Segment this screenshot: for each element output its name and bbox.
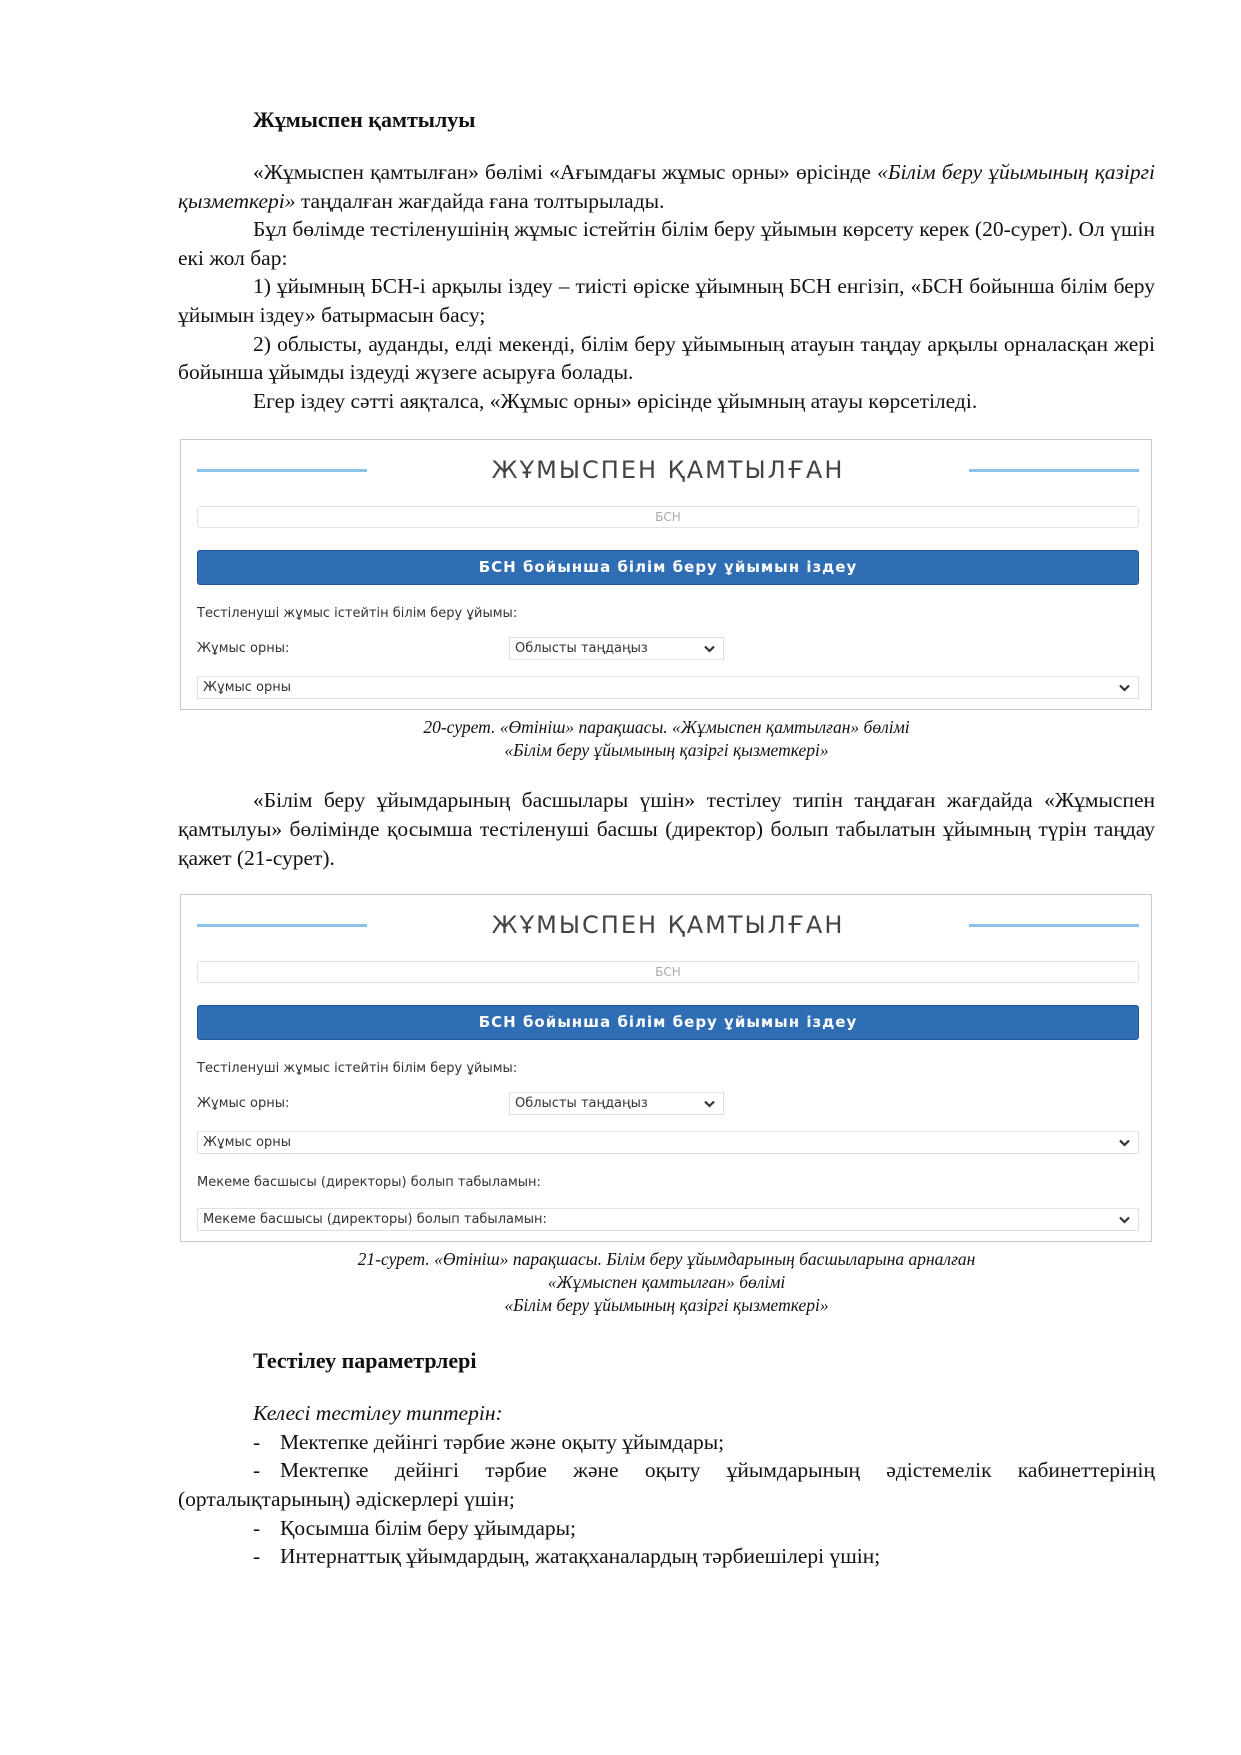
paragraph: «Білім беру ұйымдарының басшылары үшін» тестілеу типін таңдаған жағдайда «Жұмыспен қамтылуы» бөлімінде қосымша тестіленуші басшы (директор) болып табылатын ұйымның түрін таңдау қажет (21-сурет). xyxy=(178,788,1155,870)
decorative-line-left xyxy=(197,924,367,927)
bsn-input[interactable]: БСН xyxy=(197,961,1139,983)
director-select[interactable]: Мекеме басшысы (директоры) болып табыламын: xyxy=(197,1208,1139,1231)
org-label: Тестіленуші жұмыс істейтін білім беру ұйымы: xyxy=(197,1061,518,1077)
document-page xyxy=(178,0,1155,1571)
list-item: - Интернаттық ұйымдардың, жатақханалардың тәрбиешілері үшін; xyxy=(253,1544,881,1569)
chevron-down-icon xyxy=(1119,1139,1130,1147)
section-heading-employment: Жұмыспен қамтылуы xyxy=(253,107,476,132)
bsn-input[interactable]: БСН xyxy=(197,506,1139,528)
chevron-down-icon xyxy=(1119,684,1130,692)
figure-20-screenshot xyxy=(180,439,1152,710)
workplace-row xyxy=(197,1092,1139,1115)
section-title: ЖҰМЫСПЕН ҚАМТЫЛҒАН xyxy=(491,456,845,485)
paragraph: Егер іздеу сәтті аяқталса, «Жұмыс орны» өрісінде ұйымның атауы көрсетіледі. xyxy=(253,388,978,413)
paragraph: 2) облысты, ауданды, елді мекенді, білім беру ұйымының атауын таңдау арқылы орналасқан жері бойынша ұйымды іздеуді жүзеге асыруға болады. xyxy=(178,331,1155,385)
test-types-list xyxy=(178,1399,1155,1571)
workplace-label: Жұмыс орны: xyxy=(197,640,290,656)
chevron-down-icon xyxy=(704,645,715,653)
director-label: Мекеме басшысы (директоры) болып табыламын: xyxy=(197,1175,541,1191)
section-title-row xyxy=(197,450,1139,490)
chevron-down-icon xyxy=(1119,1216,1130,1224)
paragraph: «Жұмыспен қамтылған» бөлімі «Ағымдағы жұмыс орны» өрісінде «Білім беру ұйымының қазіргі қызметкері» таңдалған жағдайда ғана толтырылады. xyxy=(178,160,1155,213)
employment-paragraphs xyxy=(178,158,1155,415)
list-item: - Мектепке дейінгі тәрбие және оқыту ұйымдарының әдістемелік кабинеттерінің (орталықтарының) әдіскерлері үшін; xyxy=(178,1458,1155,1511)
workplace-row xyxy=(197,637,1139,660)
search-by-bsn-button[interactable]: БСН бойынша білім беру ұйымын іздеу xyxy=(197,550,1139,585)
workplace-label: Жұмыс орны: xyxy=(197,1095,290,1111)
section-title: ЖҰМЫСПЕН ҚАМТЫЛҒАН xyxy=(491,911,845,940)
workplace-select[interactable]: Жұмыс орны xyxy=(197,676,1139,699)
search-by-bsn-button[interactable]: БСН бойынша білім беру ұйымын іздеу xyxy=(197,1005,1139,1040)
section-title-row xyxy=(197,905,1139,945)
section-heading-test-parameters: Тестілеу параметрлері xyxy=(253,1348,477,1374)
figure-21-caption: 21-сурет. «Өтініш» парақшасы. Білім беру ұйымдарының басшыларына арналған «Жұмыспен қамтылған» бөлімі «Білім беру ұйымының қазіргі қызметкері» xyxy=(357,1249,976,1316)
workplace-select[interactable]: Жұмыс орны xyxy=(197,1131,1139,1154)
paragraph: Бұл бөлімде тестіленушінің жұмыс істейтін білім беру ұйымын көрсету керек (20-сурет). Ол үшін екі жол бар: xyxy=(178,217,1155,270)
decorative-line-right xyxy=(969,469,1139,472)
director-paragraph xyxy=(178,786,1155,872)
decorative-line-left xyxy=(197,469,367,472)
figure-20-caption: 20-сурет. «Өтініш» парақшасы. «Жұмыспен қамтылған» бөлімі «Білім беру ұйымының қазіргі қызметкері» xyxy=(423,717,910,761)
chevron-down-icon xyxy=(704,1100,715,1108)
org-label: Тестіленуші жұмыс істейтін білім беру ұйымы: xyxy=(197,606,518,622)
list-intro: Келесі тестілеу типтерін: xyxy=(253,1401,503,1426)
list-item: - Қосымша білім беру ұйымдары; xyxy=(253,1515,577,1540)
paragraph: 1) ұйымның БСН-і арқылы іздеу – тиісті өріске ұйымның БСН енгізіп, «БСН бойынша білім беру ұйымын іздеу» батырмасын басу; xyxy=(178,274,1155,327)
list-item: - Мектепке дейінгі тәрбие және оқыту ұйымдары; xyxy=(253,1429,725,1454)
figure-21-screenshot xyxy=(180,894,1152,1242)
decorative-line-right xyxy=(969,924,1139,927)
region-select[interactable]: Облысты таңдаңыз xyxy=(509,637,724,660)
region-select[interactable]: Облысты таңдаңыз xyxy=(509,1092,724,1115)
